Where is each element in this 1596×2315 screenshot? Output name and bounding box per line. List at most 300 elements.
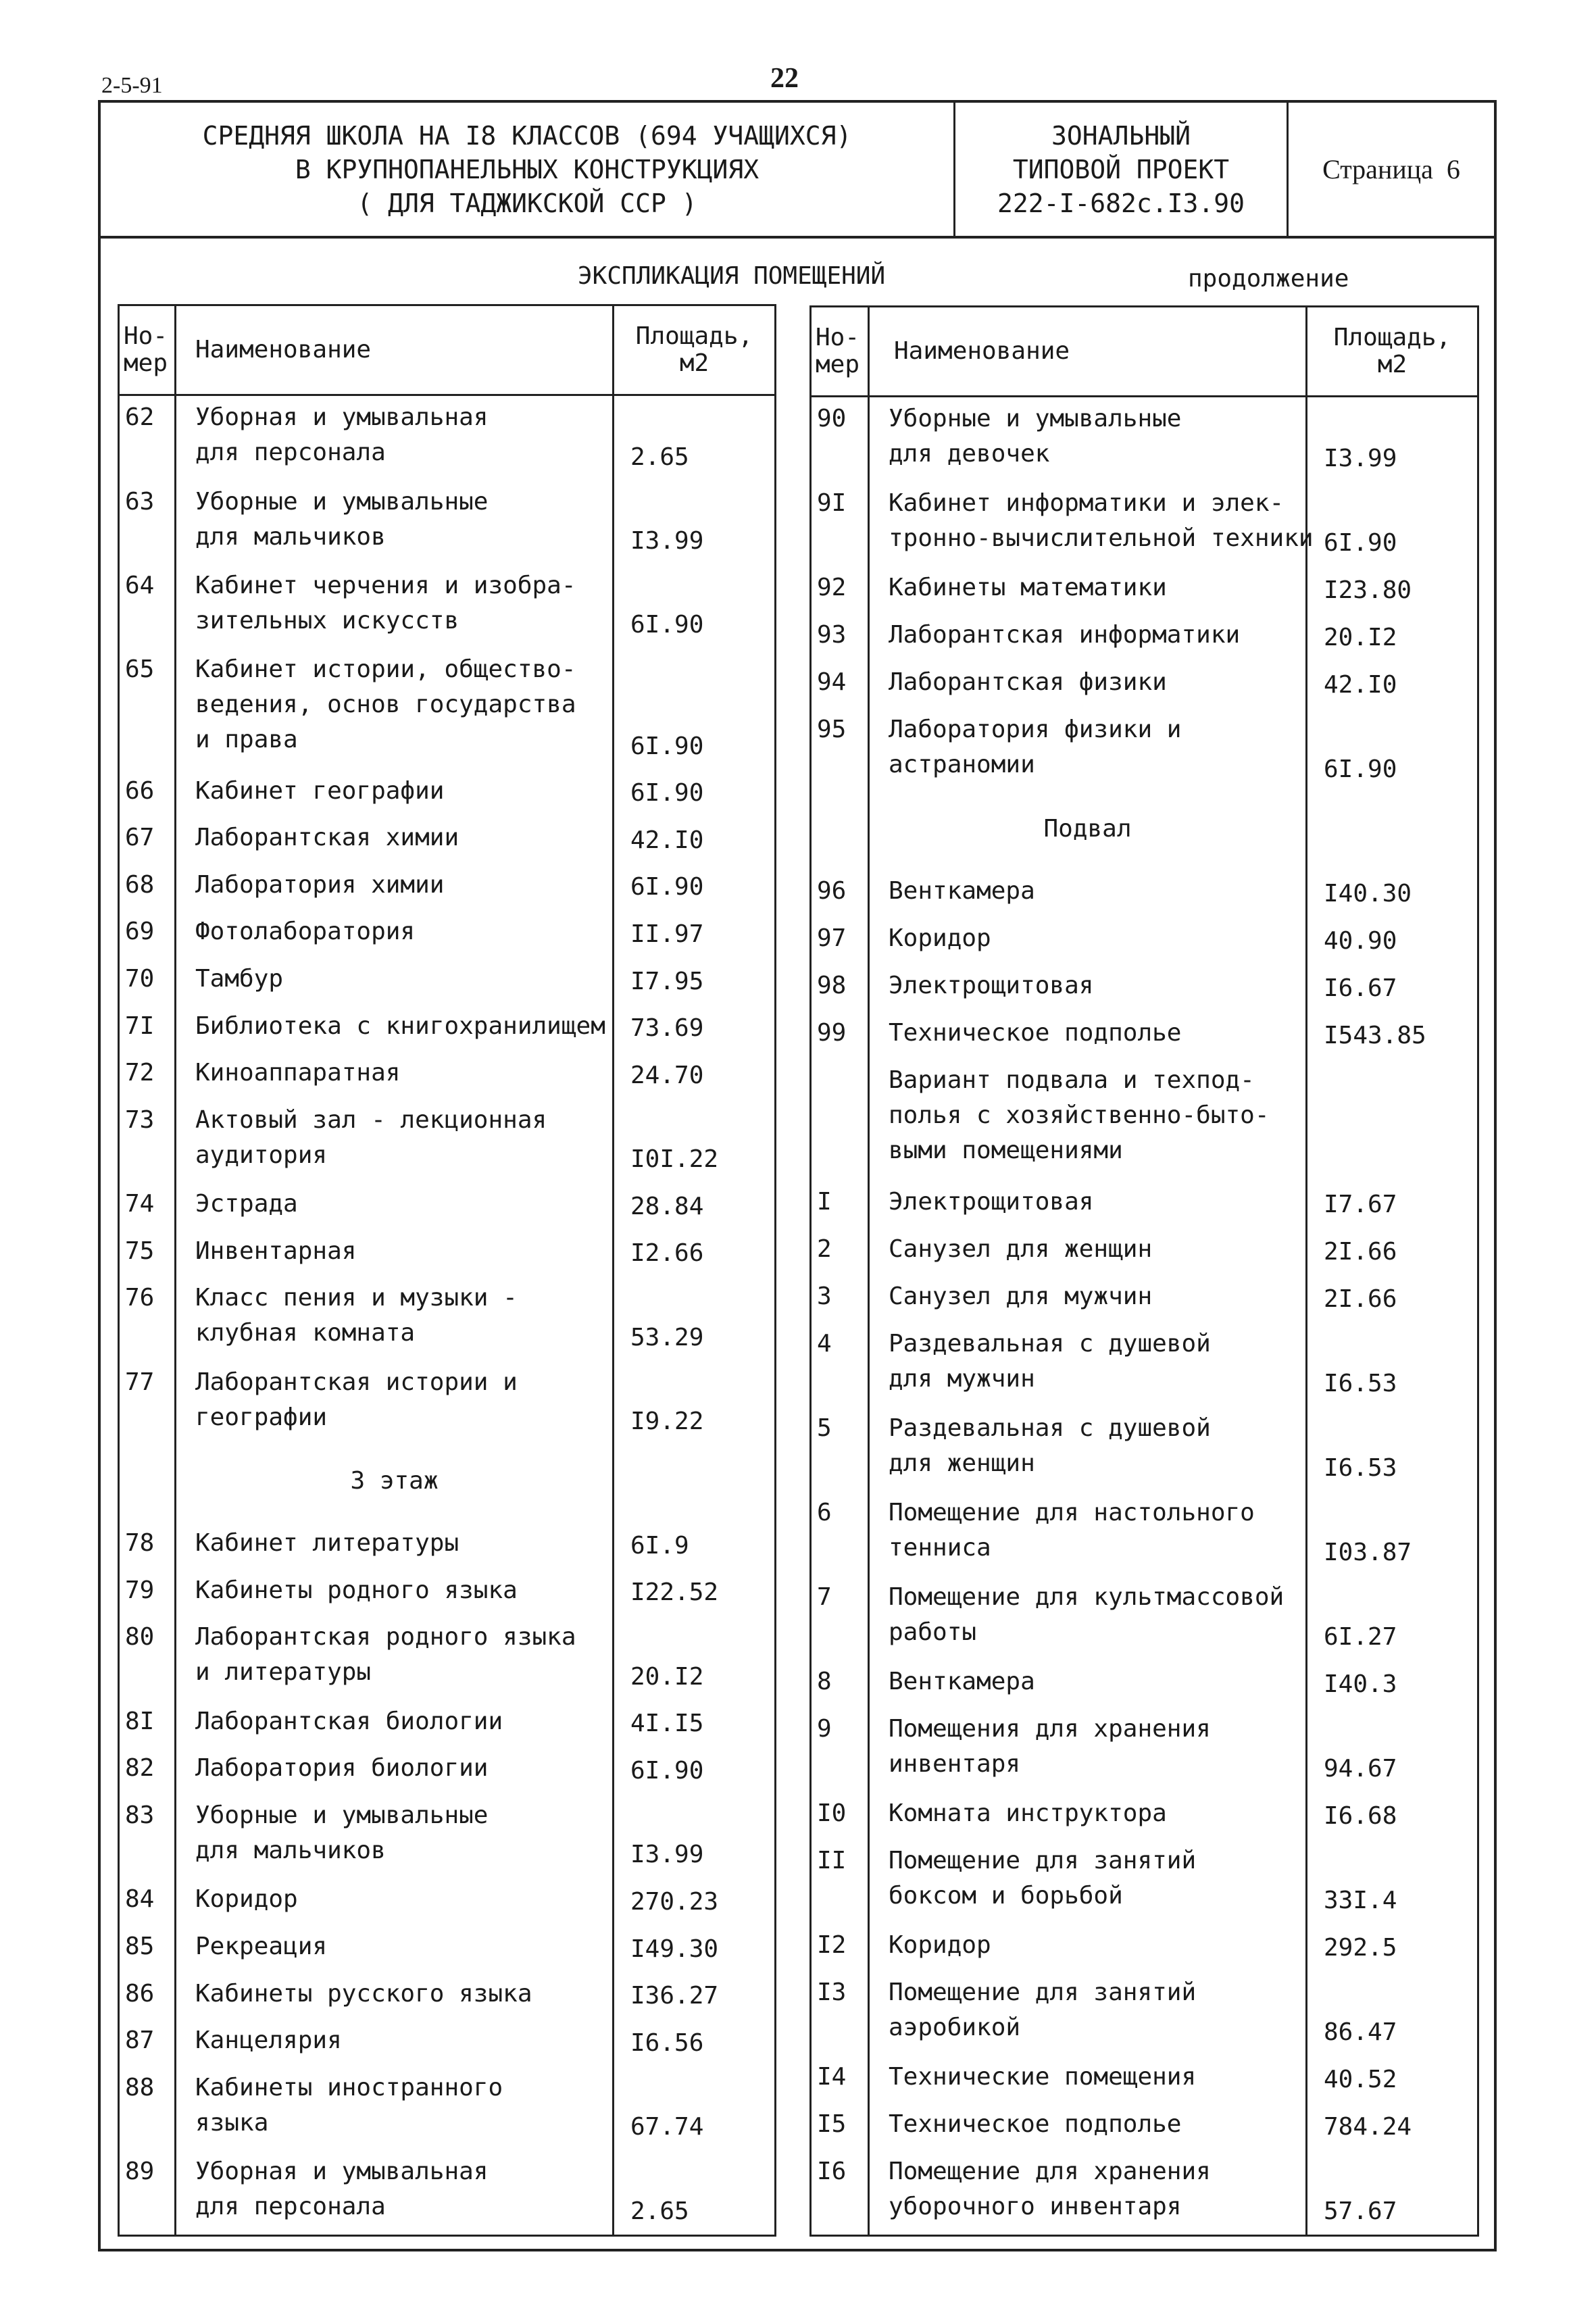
table-row xyxy=(119,2019,776,2066)
room-name xyxy=(176,770,614,817)
room-name-line: Электрощитовая xyxy=(889,1188,1094,1216)
room-number: 77 xyxy=(119,1361,176,1445)
sheet-label: Страница xyxy=(1322,153,1433,184)
room-area: I2.66 xyxy=(614,1230,776,1277)
section-title xyxy=(869,793,1307,870)
room-number: 98 xyxy=(811,964,869,1012)
column-number-line: Но- xyxy=(816,324,860,351)
room-area: I40.30 xyxy=(1307,870,1478,917)
table-row xyxy=(811,2056,1478,2103)
room-number: 6 xyxy=(811,1491,869,1576)
column-area-line: Площадь, xyxy=(1333,324,1451,351)
room-name-line: Лаборантская родного языка xyxy=(195,1623,576,1651)
column-area-line: м2 xyxy=(1377,351,1407,378)
project-code-line: ТИПОВОЙ ПРОЕКТ xyxy=(1012,154,1230,184)
project-title-line: В КРУПНОПАНЕЛЬНЫХ КОНСТРУКЦИЯХ xyxy=(295,154,759,184)
room-area: I03.87 xyxy=(1307,1491,1478,1576)
table-row xyxy=(119,910,776,957)
room-name-line: Санузел для мужчин xyxy=(889,1282,1153,1310)
room-name-line: и права xyxy=(195,726,298,754)
room-number: II xyxy=(811,1839,869,1924)
room-name-line: Помещение для занятий xyxy=(889,1846,1197,1874)
room-name-line: Комната инструктора xyxy=(889,1799,1167,1827)
room-name-line: Кабинет истории, общество- xyxy=(195,655,576,684)
room-name-line: для мальчиков xyxy=(195,522,386,551)
room-name xyxy=(869,2103,1307,2150)
room-name-line: Техническое подполье xyxy=(889,1019,1182,1047)
table-row xyxy=(811,2103,1478,2150)
filler-cell xyxy=(176,2235,614,2236)
room-number: 99 xyxy=(811,1012,869,1059)
room-area: I36.27 xyxy=(614,1972,776,2020)
table-row xyxy=(119,564,776,648)
room-name xyxy=(176,1794,614,1878)
column-area xyxy=(1307,307,1478,397)
table-row xyxy=(811,1275,1478,1322)
column-number-line: мер xyxy=(124,349,168,377)
room-number: 73 xyxy=(119,1099,176,1183)
room-number: I3 xyxy=(811,1971,869,2056)
room-area: I3.99 xyxy=(614,1794,776,1878)
room-number: I5 xyxy=(811,2103,869,2150)
table-row xyxy=(119,1925,776,1972)
room-area: 28.84 xyxy=(614,1183,776,1230)
room-name xyxy=(869,1708,1307,1792)
table-row xyxy=(119,770,776,817)
section-title xyxy=(176,1445,614,1522)
room-name-line: тенниса xyxy=(889,1533,991,1562)
room-name xyxy=(869,1792,1307,1839)
project-code-line: ЗОНАЛЬНЫЙ xyxy=(1051,120,1191,151)
room-area: I40.3 xyxy=(1307,1660,1478,1708)
room-name-line: Вариант подвала и техпод- xyxy=(889,1066,1255,1095)
room-number: I xyxy=(811,1180,869,1228)
room-name-line: Кабинеты родного языка xyxy=(195,1576,518,1604)
room-area xyxy=(1307,793,1478,870)
room-name-line: Лаборантская информатики xyxy=(889,621,1241,649)
table-row xyxy=(811,482,1478,566)
room-area: I3.99 xyxy=(1307,397,1478,482)
room-name-line: для персонала xyxy=(195,439,386,466)
room-area: 20.I2 xyxy=(614,1616,776,1699)
room-number: 63 xyxy=(119,480,176,564)
room-area: 33I.4 xyxy=(1307,1839,1478,1924)
table-row xyxy=(119,480,776,564)
room-number: 9I xyxy=(811,482,869,566)
room-name xyxy=(869,1012,1307,1059)
room-name-line: Кабинеты математики xyxy=(889,574,1167,602)
room-number: 9 xyxy=(811,1708,869,1792)
room-area: I7.67 xyxy=(1307,1180,1478,1228)
table-row xyxy=(119,1361,776,1445)
room-name xyxy=(869,1322,1307,1407)
room-number xyxy=(811,1059,869,1180)
room-name-line: Помещение для хранения xyxy=(889,2157,1211,2185)
room-name-line: Тамбур xyxy=(195,965,284,993)
room-name-line: Кабинет литературы xyxy=(195,1529,459,1558)
project-title-line: СРЕДНЯЯ ШКОЛА НА I8 КЛАССОВ (694 УЧАЩИХСЯ) xyxy=(202,120,852,151)
room-name-line: Помещение для культмассовой xyxy=(889,1583,1285,1611)
room-name-line: Киноаппаратная xyxy=(195,1059,401,1087)
room-number: 74 xyxy=(119,1183,176,1230)
filler-cell xyxy=(811,2235,869,2236)
filler-cell xyxy=(869,2235,1307,2236)
room-name-line: Электрощитовая xyxy=(889,972,1094,1000)
room-number: 7 xyxy=(811,1576,869,1660)
room-name-line: клубная комната xyxy=(195,1319,416,1347)
table-row xyxy=(119,1616,776,1699)
table-row xyxy=(119,1569,776,1616)
room-number: 89 xyxy=(119,2150,176,2234)
table-row xyxy=(811,1971,1478,2056)
room-number: I0 xyxy=(811,1792,869,1839)
room-area: I7.95 xyxy=(614,957,776,1005)
filler-row xyxy=(119,2235,776,2236)
table-row xyxy=(119,1794,776,1878)
room-name xyxy=(176,1747,614,1794)
room-name-line: Помещение для настольного xyxy=(889,1498,1255,1526)
room-name xyxy=(869,1491,1307,1576)
room-number: 79 xyxy=(119,1569,176,1616)
page-number: 22 xyxy=(770,63,799,94)
table-row xyxy=(811,870,1478,917)
section-row xyxy=(811,793,1478,870)
column-number xyxy=(119,305,176,395)
room-area: 42.I0 xyxy=(1307,661,1478,708)
column-name xyxy=(176,305,614,395)
table-row xyxy=(119,1276,776,1360)
room-name xyxy=(176,1183,614,1230)
room-name-line: Санузел для женщин xyxy=(889,1235,1153,1264)
room-name-line: географии xyxy=(195,1403,328,1431)
room-name-line: Уборная и умывальная xyxy=(195,2158,489,2186)
room-number: 3 xyxy=(811,1275,869,1322)
room-area: 292.5 xyxy=(1307,1924,1478,1971)
room-name xyxy=(176,480,614,564)
room-name-line: Лаборатория биологии xyxy=(195,1754,489,1783)
filler-row xyxy=(811,2235,1478,2236)
room-name-line: Уборные и умывальные xyxy=(195,1801,489,1830)
room-name xyxy=(869,2150,1307,2235)
room-area: I0I.22 xyxy=(614,1099,776,1183)
table-row xyxy=(119,1183,776,1230)
room-area xyxy=(614,1445,776,1522)
room-area: 6I.90 xyxy=(1307,482,1478,566)
room-area: 6I.27 xyxy=(1307,1576,1478,1660)
room-name xyxy=(176,864,614,911)
room-number xyxy=(119,1445,176,1522)
room-name xyxy=(176,1522,614,1569)
room-name-line: Помещение для занятий xyxy=(889,1978,1197,2006)
room-name xyxy=(869,2056,1307,2103)
column-number xyxy=(811,307,869,397)
room-name xyxy=(869,566,1307,614)
table-row xyxy=(119,1005,776,1052)
rooms-body-left xyxy=(119,395,776,2236)
sheet-number: 6 xyxy=(1446,153,1460,184)
room-area: 2.65 xyxy=(614,395,776,480)
title-block xyxy=(98,100,1497,239)
project-code-line: 222-I-682с.I3.90 xyxy=(997,188,1245,218)
room-area: I6.56 xyxy=(614,2019,776,2066)
room-number: 96 xyxy=(811,870,869,917)
room-number: 62 xyxy=(119,395,176,480)
room-area: 270.23 xyxy=(614,1878,776,1925)
rooms-body-right xyxy=(811,397,1478,2236)
room-name-line: боксом и борьбой xyxy=(889,1881,1123,1910)
room-name xyxy=(869,1576,1307,1660)
table-row xyxy=(811,397,1478,482)
room-number: 93 xyxy=(811,614,869,661)
room-area: 4I.I5 xyxy=(614,1700,776,1747)
room-area: I22.52 xyxy=(614,1569,776,1616)
room-name-line: Кабинеты русского языка xyxy=(195,1979,532,2008)
room-name xyxy=(176,2019,614,2066)
room-area: I6.53 xyxy=(1307,1322,1478,1407)
table-row xyxy=(811,1322,1478,1407)
room-number: 83 xyxy=(119,1794,176,1878)
room-number: 78 xyxy=(119,1522,176,1569)
room-number: 69 xyxy=(119,910,176,957)
room-area: 40.90 xyxy=(1307,917,1478,964)
table-row xyxy=(119,1051,776,1099)
table-header xyxy=(119,305,776,395)
table-row xyxy=(119,864,776,911)
table-row xyxy=(811,1660,1478,1708)
room-name-line: Коридор xyxy=(889,924,991,953)
room-number: 66 xyxy=(119,770,176,817)
filler-cell xyxy=(614,2235,776,2236)
continued-label: продолжение xyxy=(1188,265,1349,293)
room-number: 80 xyxy=(119,1616,176,1699)
table-row xyxy=(119,1230,776,1277)
table-row xyxy=(119,1700,776,1747)
table-row xyxy=(811,964,1478,1012)
room-name-line: для мальчиков xyxy=(195,1837,386,1865)
room-name-line: Коридор xyxy=(195,1885,298,1914)
room-name-line: Раздевальная с душевой xyxy=(889,1329,1211,1358)
room-name-line: Лаборатория физики и xyxy=(889,715,1182,743)
room-number: 76 xyxy=(119,1276,176,1360)
room-name xyxy=(869,1924,1307,1971)
room-area: 94.67 xyxy=(1307,1708,1478,1792)
room-number: 92 xyxy=(811,566,869,614)
room-area: 2I.66 xyxy=(1307,1228,1478,1275)
room-area: 40.52 xyxy=(1307,2056,1478,2103)
room-number: 94 xyxy=(811,661,869,708)
room-name xyxy=(869,482,1314,566)
table-row xyxy=(119,2066,776,2150)
room-name xyxy=(869,1407,1307,1491)
room-name xyxy=(869,964,1307,1012)
room-name xyxy=(869,397,1307,482)
table-header xyxy=(811,307,1478,397)
table-row xyxy=(811,1491,1478,1576)
room-name-line: для женщин xyxy=(889,1449,1035,1477)
column-area-line: м2 xyxy=(679,349,709,377)
room-area: 6I.90 xyxy=(614,648,776,769)
room-number: 64 xyxy=(119,564,176,648)
table-row xyxy=(119,1972,776,2020)
room-name-line: Уборные и умывальные xyxy=(889,405,1182,432)
room-name xyxy=(176,1569,614,1616)
room-name xyxy=(176,957,614,1005)
room-area: 6I.90 xyxy=(614,864,776,911)
room-area: 2.65 xyxy=(614,2150,776,2234)
room-area: 20.I2 xyxy=(1307,614,1478,661)
room-area: 53.29 xyxy=(614,1276,776,1360)
room-name-line: Фотолаборатория xyxy=(195,918,416,946)
room-name xyxy=(869,661,1307,708)
room-name-line: полья с хозяйственно-быто- xyxy=(889,1101,1270,1130)
room-number: 67 xyxy=(119,816,176,864)
room-name-line: работы xyxy=(889,1618,977,1646)
room-name xyxy=(869,1059,1307,1180)
room-number: 70 xyxy=(119,957,176,1005)
room-name xyxy=(176,1972,614,2020)
room-name-line: выми помещениями xyxy=(889,1137,1123,1165)
table-row xyxy=(811,2150,1478,2235)
room-number: 8I xyxy=(119,1700,176,1747)
room-number: I4 xyxy=(811,2056,869,2103)
column-number-line: мер xyxy=(816,351,860,378)
room-name-line: Раздевальная с душевой xyxy=(889,1414,1211,1442)
room-area: 86.47 xyxy=(1307,1971,1478,2056)
table-row xyxy=(811,1012,1478,1059)
room-number: 5 xyxy=(811,1407,869,1491)
room-name-line: Лаборатория химии xyxy=(195,870,445,899)
room-number: 68 xyxy=(119,864,176,911)
room-name xyxy=(176,1005,614,1052)
room-number: 85 xyxy=(119,1925,176,1972)
table-row xyxy=(811,1924,1478,1971)
room-name-line: Венткамера xyxy=(889,1667,1035,1695)
column-name-label: Наименование xyxy=(894,337,1070,365)
room-name-line: Библиотека с книгохранилищем xyxy=(195,1012,605,1040)
room-name-line: Венткамера xyxy=(889,877,1035,905)
room-name xyxy=(869,1971,1307,2056)
table-row xyxy=(119,2150,776,2234)
room-name-line: Актовый зал - лекционная xyxy=(195,1105,547,1134)
table-row xyxy=(811,917,1478,964)
room-area: I6.68 xyxy=(1307,1792,1478,1839)
room-name xyxy=(176,1878,614,1925)
room-name-line: Канцелярия xyxy=(195,2026,342,2055)
room-number: 97 xyxy=(811,917,869,964)
room-name-line: Кабинеты иностранного xyxy=(195,2073,503,2101)
room-number: 72 xyxy=(119,1051,176,1099)
room-number: 84 xyxy=(119,1878,176,1925)
room-name xyxy=(869,1839,1307,1924)
room-area: 6I.90 xyxy=(614,770,776,817)
rooms-table-right xyxy=(809,305,1479,2237)
room-name xyxy=(176,1361,614,1445)
room-area: II.97 xyxy=(614,910,776,957)
room-name-line: инвентаря xyxy=(889,1749,1021,1778)
room-number: 88 xyxy=(119,2066,176,2150)
room-area: 6I.90 xyxy=(614,1747,776,1794)
table-row xyxy=(119,648,776,769)
room-name-line: Лаборантская биологии xyxy=(195,1707,503,1735)
room-area: 73.69 xyxy=(614,1005,776,1052)
column-name-label: Наименование xyxy=(195,336,372,364)
room-name-line: Класс пения и музыки - xyxy=(195,1284,518,1312)
room-name xyxy=(176,1230,614,1277)
table-row xyxy=(119,1747,776,1794)
room-name-line: Техническое подполье xyxy=(889,2110,1182,2138)
room-number: 87 xyxy=(119,2019,176,2066)
room-name-line: Кабинет черчения и изобра- xyxy=(195,571,576,599)
project-code xyxy=(955,103,1289,236)
room-area: 42.I0 xyxy=(614,816,776,864)
room-name xyxy=(176,1925,614,1972)
column-number-line: Но- xyxy=(124,322,168,350)
room-name-line: Подвал xyxy=(1043,814,1132,843)
table-row xyxy=(119,957,776,1005)
table-row xyxy=(811,1839,1478,1924)
room-name-line: языка xyxy=(195,2108,269,2137)
column-area xyxy=(614,305,776,395)
room-name-line: Помещения для хранения xyxy=(889,1714,1211,1743)
room-area: I23.80 xyxy=(1307,566,1478,614)
room-area: 6I.90 xyxy=(614,564,776,648)
room-name xyxy=(176,910,614,957)
room-number: 4 xyxy=(811,1322,869,1407)
room-area: 2I.66 xyxy=(1307,1275,1478,1322)
room-name-line: уборочного инвентаря xyxy=(889,2192,1182,2220)
room-name-line: тронно-вычислительной техники xyxy=(889,524,1314,553)
room-name xyxy=(869,614,1307,661)
room-area: I3.99 xyxy=(614,480,776,564)
room-name-line: 3 этаж xyxy=(350,1467,439,1495)
room-area: 24.70 xyxy=(614,1051,776,1099)
room-name-line: Уборные и умывальные xyxy=(195,487,489,516)
room-name-line: Лаборантская истории и xyxy=(195,1368,518,1396)
room-number: 7I xyxy=(119,1005,176,1052)
column-name xyxy=(869,307,1307,397)
room-name xyxy=(869,1180,1307,1228)
room-name-line: Коридор xyxy=(889,1931,991,1959)
room-area: I9.22 xyxy=(614,1361,776,1445)
room-name xyxy=(176,1616,614,1699)
table-row xyxy=(811,1792,1478,1839)
room-name xyxy=(869,870,1307,917)
table-row xyxy=(119,1878,776,1925)
room-area xyxy=(1307,1059,1478,1180)
room-name-line: Лаборантская физики xyxy=(889,668,1167,696)
room-name-line: аэробикой xyxy=(889,2013,1021,2041)
room-number: 95 xyxy=(811,708,869,793)
room-name-line: Уборная и умывальная xyxy=(195,403,489,431)
room-name xyxy=(869,708,1307,793)
table-row xyxy=(119,816,776,864)
room-area: 6I.90 xyxy=(1307,708,1478,793)
room-name xyxy=(176,564,614,648)
room-name xyxy=(176,648,614,769)
table-row xyxy=(811,661,1478,708)
table-row xyxy=(811,614,1478,661)
room-name-line: астраномии xyxy=(889,750,1035,778)
column-area-line: Площадь, xyxy=(635,322,753,350)
filler-cell xyxy=(119,2235,176,2236)
room-name xyxy=(869,1275,1307,1322)
room-name-line: Эстрада xyxy=(195,1190,298,1218)
room-name xyxy=(176,1700,614,1747)
room-area: I543.85 xyxy=(1307,1012,1478,1059)
room-name-line: Кабинет информатики и элек- xyxy=(889,489,1285,518)
table-row xyxy=(119,1099,776,1183)
table-row xyxy=(811,1180,1478,1228)
